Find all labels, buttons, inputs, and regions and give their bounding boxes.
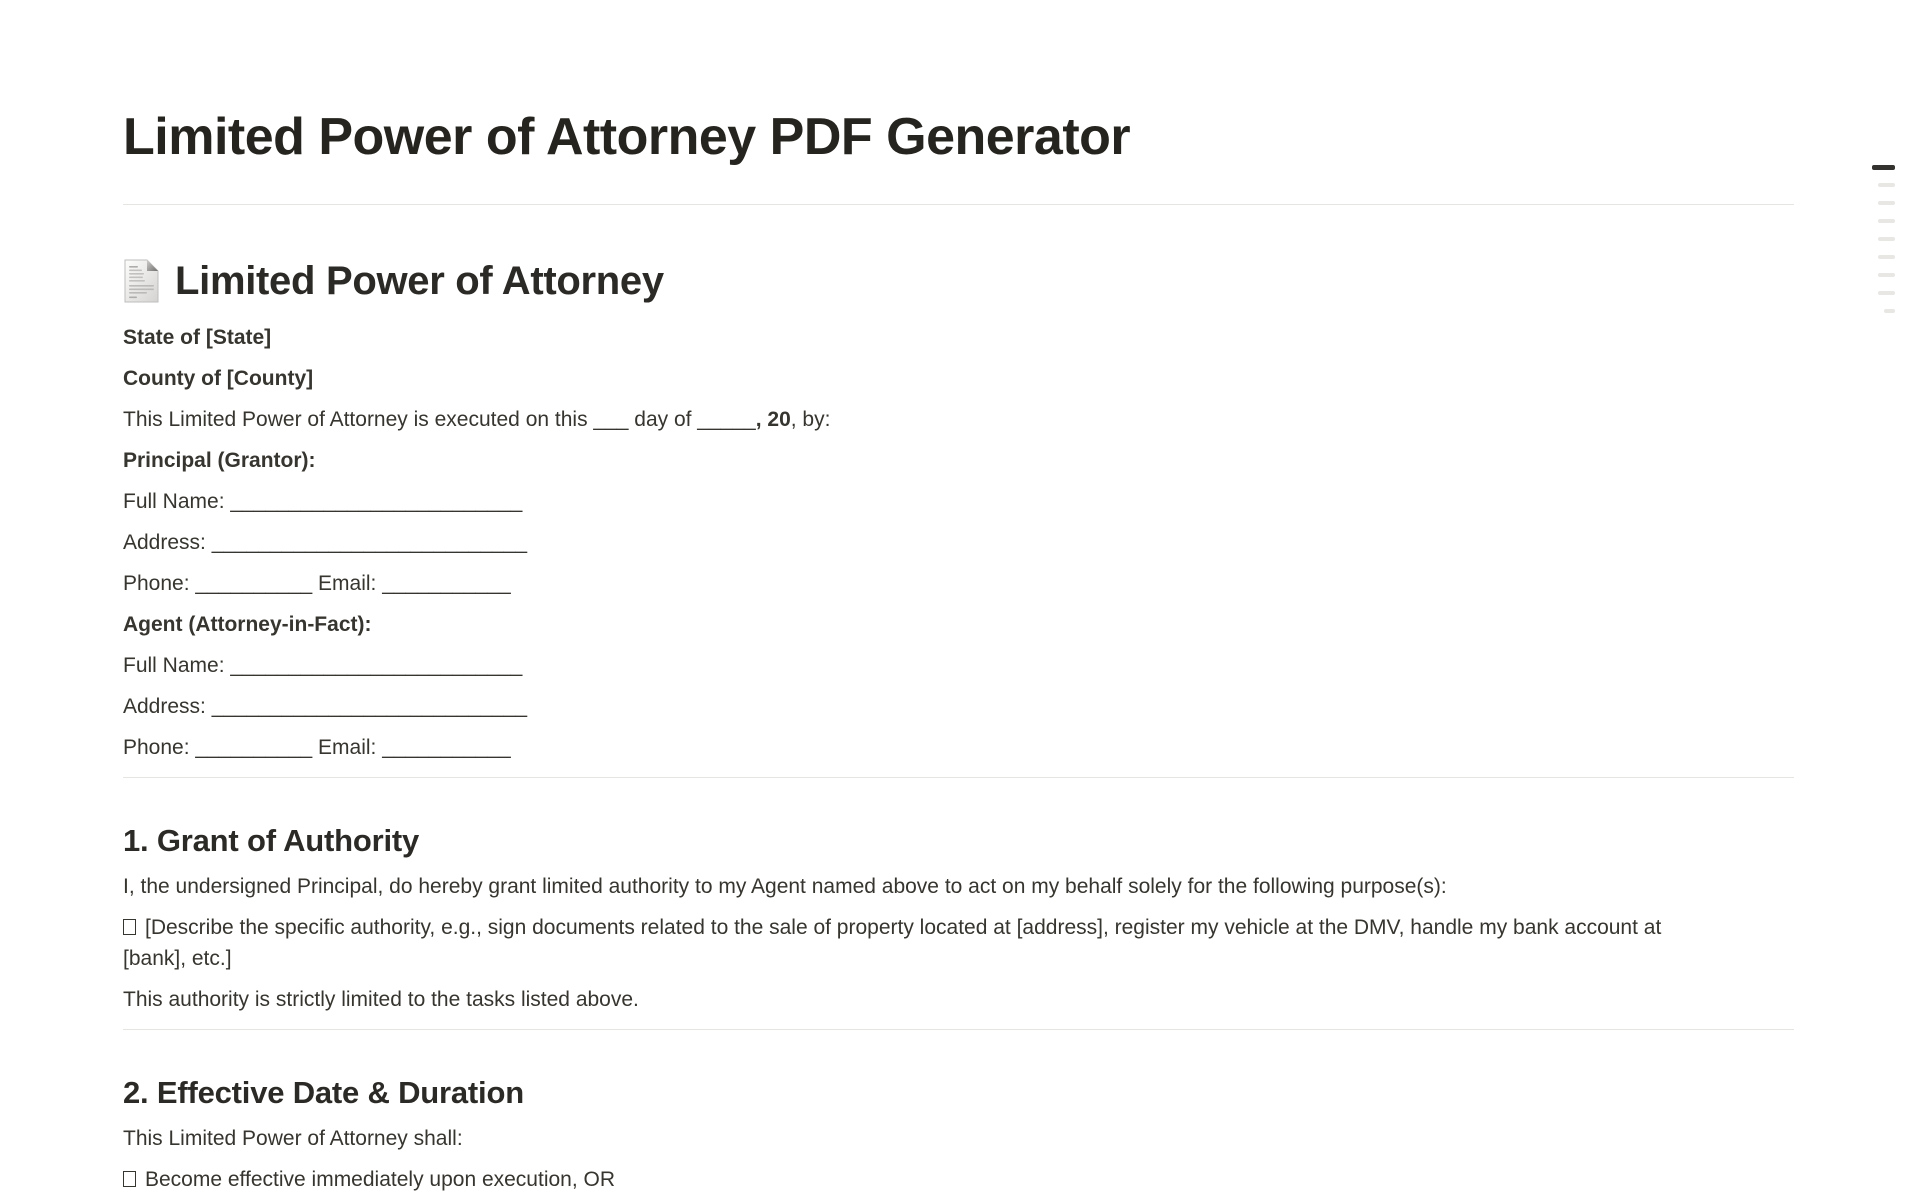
outline-dash[interactable] [1884, 309, 1895, 313]
execution-date-line: This Limited Power of Attorney is executed on this ___ day of _____, 20, by: [123, 408, 831, 431]
outline-dash[interactable] [1872, 165, 1895, 170]
document-heading-text: Limited Power of Attorney [175, 259, 664, 303]
county-line: County of [County] [123, 367, 314, 390]
outline-dash[interactable] [1878, 219, 1895, 223]
section-heading-effective-date: 2. Effective Date & Duration [123, 1075, 524, 1110]
page-title: Limited Power of Attorney PDF Generator [123, 108, 1131, 166]
agent-label: Agent (Attorney-in-Fact): [123, 613, 372, 636]
outline-dash[interactable] [1878, 201, 1895, 205]
outline-dash[interactable] [1878, 273, 1895, 277]
agent-address-line: Address: ___________________________ [123, 695, 528, 718]
checkbox-glyph [123, 919, 136, 935]
outline-dash[interactable] [1878, 255, 1895, 259]
section-heading-grant-of-authority: 1. Grant of Authority [123, 823, 420, 858]
principal-full-name-line: Full Name: _________________________ [123, 490, 523, 513]
principal-label: Principal (Grantor): [123, 449, 316, 472]
divider [123, 204, 1794, 205]
state-line: State of [State] [123, 326, 272, 349]
principal-phone-email-line: Phone: __________ Email: ___________ [123, 572, 511, 595]
document-body [123, 257, 1794, 1195]
grant-intro-line: I, the undersigned Principal, do hereby grant limited authority to my Agent named above to act on my behalf solely for the following purpose(s): [123, 875, 1447, 898]
principal-address-line: Address: ___________________________ [123, 531, 528, 554]
duration-checkbox-item: Become effective immediately upon execution, OR [123, 1164, 1794, 1195]
outline-dash[interactable] [1878, 237, 1895, 241]
agent-phone-email-line: Phone: __________ Email: ___________ [123, 736, 511, 759]
divider [123, 1029, 1794, 1030]
agent-full-name-line: Full Name: _________________________ [123, 654, 523, 677]
outline-dash[interactable] [1878, 183, 1895, 187]
outline-dash[interactable] [1878, 291, 1895, 295]
page-facing-up-icon [123, 259, 160, 303]
document-heading [123, 257, 1794, 305]
duration-intro-line: This Limited Power of Attorney shall: [123, 1127, 463, 1150]
grant-note-line: This authority is strictly limited to the tasks listed above. [123, 988, 639, 1011]
checkbox-glyph [123, 1171, 136, 1187]
outline-minimap [1872, 165, 1895, 327]
divider [123, 777, 1794, 778]
grant-checkbox-item: [Describe the specific authority, e.g., sign documents related to the sale of property located at [address], register my vehicle at the DMV, handle my bank account at [bank], etc.] [123, 916, 1662, 970]
